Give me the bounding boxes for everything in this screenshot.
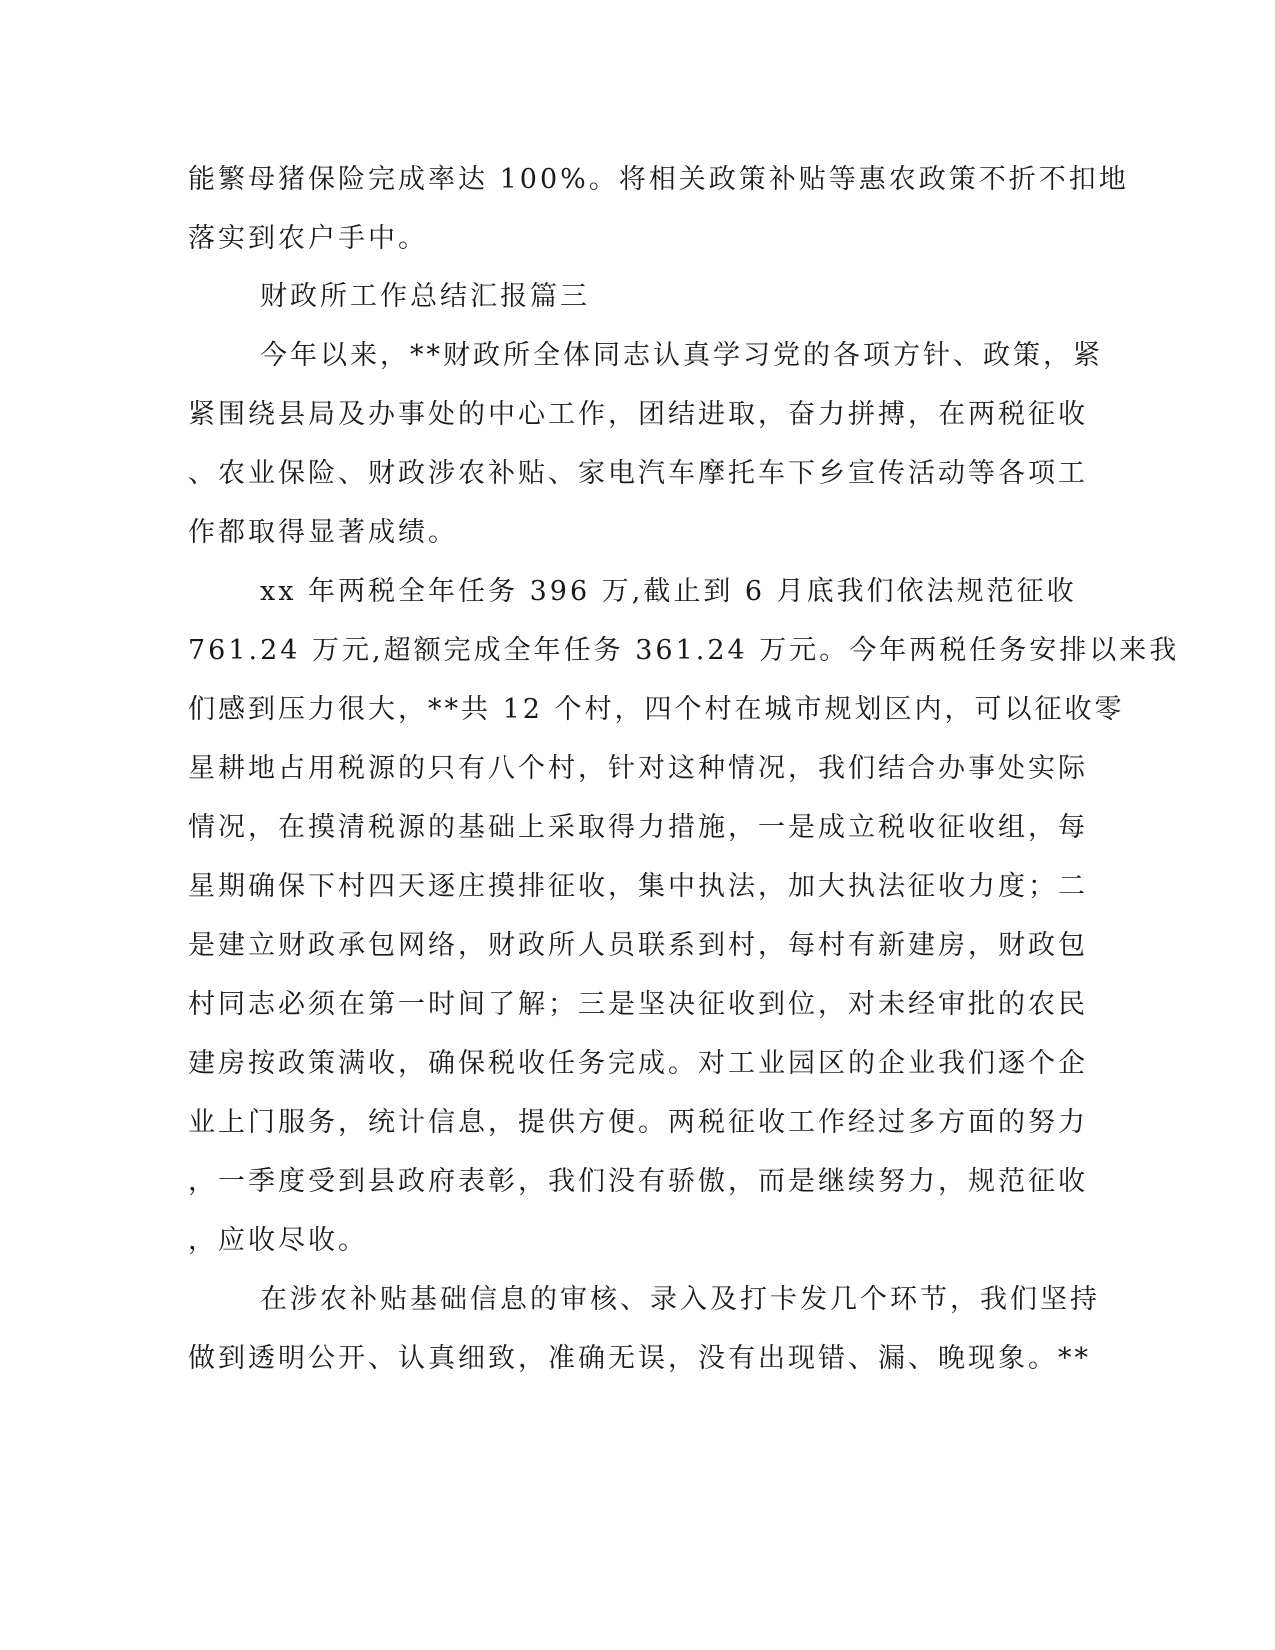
text-line: 紧围绕县局及办事处的中心工作，团结进取，奋力拼搏，在两税征收 — [188, 399, 1088, 430]
text-line: 们感到压力很大，**共 12 个村，四个村在城市规划区内，可以征收零 — [188, 694, 1125, 725]
text-line: 星期确保下村四天逐庄摸排征收，集中执法，加大执法征收力度；二 — [188, 871, 1088, 902]
text-line: 761.24 万元,超额完成全年任务 361.24 万元。今年两税任务安排以来我 — [188, 635, 1180, 666]
text-line: 在涉农补贴基础信息的审核、录入及打卡发几个环节，我们坚持 — [260, 1284, 1100, 1315]
text-line: 情况，在摸清税源的基础上采取得力措施，一是成立税收征收组，每 — [188, 812, 1088, 843]
text-line: 做到透明公开、认真细致，准确无误，没有出现错、漏、晚现象。** — [188, 1343, 1091, 1374]
text-line: 村同志必须在第一时间了解；三是坚决征收到位，对未经审批的农民 — [188, 989, 1088, 1020]
text-line: ，应收尽收。 — [188, 1225, 368, 1256]
text-line: 是建立财政承包网络，财政所人员联系到村，每村有新建房，财政包 — [188, 930, 1088, 961]
text-line: 作都取得显著成绩。 — [188, 517, 458, 548]
text-line: 建房按政策满收，确保税收任务完成。对工业园区的企业我们逐个企 — [188, 1048, 1088, 1079]
text-line: 、农业保险、财政涉农补贴、家电汽车摩托车下乡宣传活动等各项工 — [188, 458, 1088, 489]
text-line: ，一季度受到县政府表彰，我们没有骄傲，而是继续努力，规范征收 — [188, 1166, 1088, 1197]
text-line: 业上门服务，统计信息，提供方便。两税征收工作经过多方面的努力 — [188, 1107, 1088, 1138]
text-line: 落实到农户手中。 — [188, 223, 428, 254]
section-heading: 财政所工作总结汇报篇三 — [260, 281, 590, 312]
text-line: xx 年两税全年任务 396 万,截止到 6 月底我们依法规范征收 — [260, 576, 1077, 607]
text-line: 星耕地占用税源的只有八个村，针对这种情况，我们结合办事处实际 — [188, 753, 1088, 784]
text-line: 能繁母猪保险完成率达 100%。将相关政策补贴等惠农政策不折不扣地 — [188, 164, 1129, 195]
text-line: 今年以来，**财政所全体同志认真学习党的各项方针、政策，紧 — [260, 340, 1103, 371]
